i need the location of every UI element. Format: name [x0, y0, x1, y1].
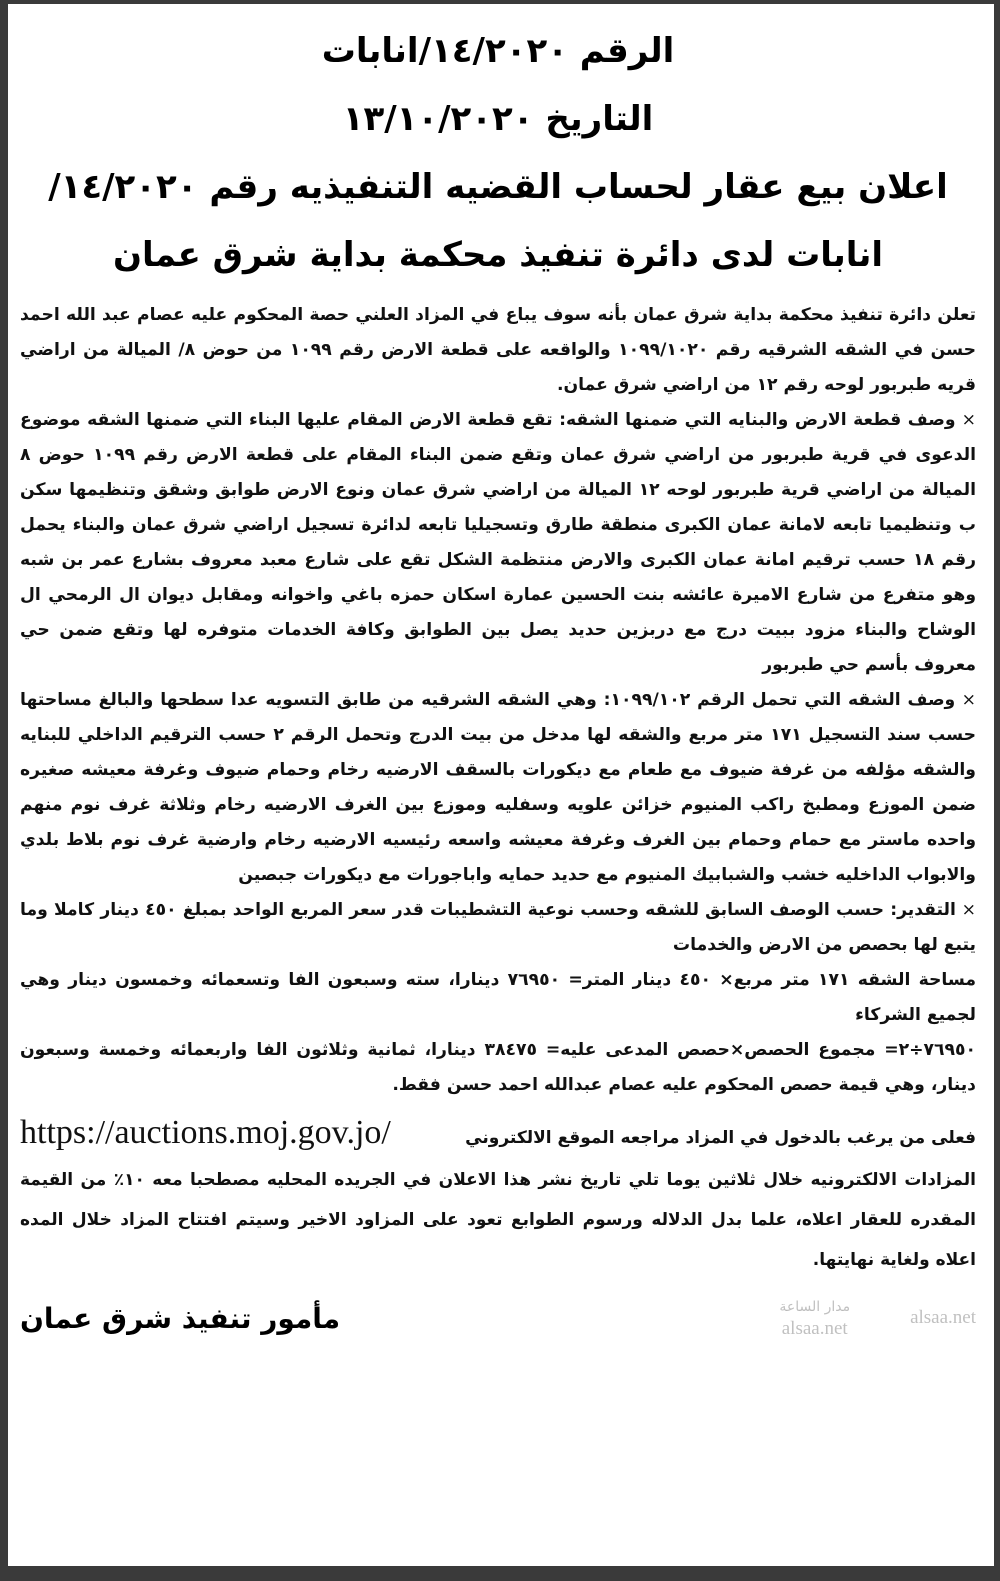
- watermark: [910, 1307, 976, 1329]
- auction-url-line: [20, 1111, 976, 1160]
- notice-date: التاريخ ١٣/١٠/٢٠٢٠: [342, 99, 654, 139]
- intro-paragraph: تعلن دائرة تنفيذ محكمة بداية شرق عمان بأنه سوف يباع في المزاد العلني حصة المحكوم عليه عصام عبد الله احمد حسن في الشقه الشرقيه رقم ١٠٩٩/١٠٢٠ والواقعه على قطعة الارض رقم ١٠٩٩ من حوض ٨/ الميالة من اراضي قريه طبربور لوحه رقم ١٢ من اراضي شرق عمان.: [20, 305, 976, 395]
- case-number: الرقم ١٤/٢٠٢٠/انابات: [321, 31, 675, 71]
- newspaper-notice: [8, 4, 994, 1566]
- area-calculation-paragraph: مساحة الشقه ١٧١ متر مربع× ٤٥٠ دينار المتر= ٧٦٩٥٠ دينارا، سته وسبعون الفا وتسعمائه وخمسون دينار وهي لجميع الشركاء: [20, 970, 977, 1025]
- apartment-description-paragraph: × وصف الشقه التي تحمل الرقم ١٠٩٩/١٠٢: وهي الشقه الشرقيه من طابق التسويه عدا سطحها والبالغ مساحتها حسب سند التسجيل ١٧١ متر مربع والشقه لها مدخل من بيت الدرج وتحمل الرقم ٢ حسب الترقيم الداخلي للبنايه والشقه مؤلفه من غرفة ضيوف مع طعام مع ديكورات بالسقف الارضيه رخام وحمام ضيوف وغرفة معيشه صغيره ضمن الموزع ومطبخ راكب المنيوم خزائن علويه وسفليه وموزع بين الغرف الارضيه رخام وثلاثة غرف نوم منهم واحده ماستر مع حمام وحمام بين الغرف وغرفة معيشه واسعه رئيسيه الارضيه رخام وارضية غرف نوم بلاط بلدي والابواب الداخليه خشب والشبابيك المنيوم مع حديد حمايه واباجورات مع ديكورات جبصين: [20, 683, 976, 893]
- share-calculation-paragraph: ٧٦٩٥٠÷٢= مجموع الحصص×حصص المدعى عليه= ٣٨٤٧٥ دينارا، ثمانية وثلاثون الفا واربعمائه وخمسة وسبعون دينار، وهي قيمة حصص المحكوم عليه عصام عبدالله احمد حسن فقط.: [20, 1040, 976, 1095]
- footer: [20, 1296, 976, 1340]
- notice-body: [20, 298, 976, 1103]
- watermark-site: alsaa.net: [781, 1318, 848, 1339]
- watermark-row: [779, 1296, 976, 1340]
- watermark-arabic: مدار الساعة: [779, 1299, 851, 1315]
- auction-url-intro: فعلى من يرغب بالدخول في المزاد مراجعه الموقع الالكتروني: [465, 1128, 976, 1148]
- notice-title-line-2: انابات لدى دائرة تنفيذ محكمة بداية شرق عمان: [112, 235, 883, 275]
- auction-website-link[interactable]: https://auctions.moj.gov.jo/: [20, 1114, 391, 1151]
- watermark-site: alsaa.net: [910, 1307, 976, 1328]
- notice-title-line-1: اعلان بيع عقار لحساب القضيه التنفيذيه رقم ١٤/٢٠٢٠/: [48, 167, 948, 207]
- land-description-paragraph: × وصف قطعة الارض والبنايه التي ضمنها الشقه: تقع قطعة الارض المقام عليها البناء التي ضمنها الشقه موضوع الدعوى في قرية طبربور من اراضي شرق عمان وتقع ضمن البناء المقام على قطعة الارض رقم ١٠٩٩ حوض ٨ الميالة من اراضي قرية طبربور لوحه ١٢ الميالة من اراضي شرق عمان ونوع الارض طوابق وشقق وتنظيمها سكن ب وتنظيميا تابعه لامانة عمان الكبرى منطقة طارق وتسجيليا تابعه لدائرة تسجيل اراضي شرق عمان والبناء يحمل رقم ١٨ حسب ترقيم امانة عمان الكبرى والارض منتظمة الشكل تقع على شارع معبد معروف بشارع عمر بن شبه وهو متفرع من شارع الاميرة عائشه بنت الحسين عمارة اسكان حمزه باغي واخوانه ومقابل ديوان ال الرمحي ال الوشاح والبناء مزود ببيت درج مع دربزين حديد يصل بين الطوابق وكافة الخدمات متوفره لها وتقع ضمن حي معروف بأسم حي طبربور: [20, 403, 976, 683]
- watermark: [779, 1296, 850, 1340]
- closing-paragraph: المزادات الالكترونيه خلال ثلاثين يوما تلي تاريخ نشر هذا الاعلان في الجريده المحليه مصطحبا معه ١٠٪ من القيمة المقدره للعقار اعلاه، علما بدل الدلاله ورسوم الطوابع تعود على المزاود الاخير وسيتم افتتاح المزاد خلال المده اعلاه ولغاية نهايتها.: [20, 1170, 976, 1270]
- signature: مأمور تنفيذ شرق عمان: [20, 1301, 341, 1335]
- valuation-paragraph: × التقدير: حسب الوصف السابق للشقه وحسب نوعية التشطيبات قدر سعر المربع الواحد بمبلغ ٤٥٠ دينار كاملا وما يتبع لها بحصص من الارض والخدمات: [20, 893, 976, 963]
